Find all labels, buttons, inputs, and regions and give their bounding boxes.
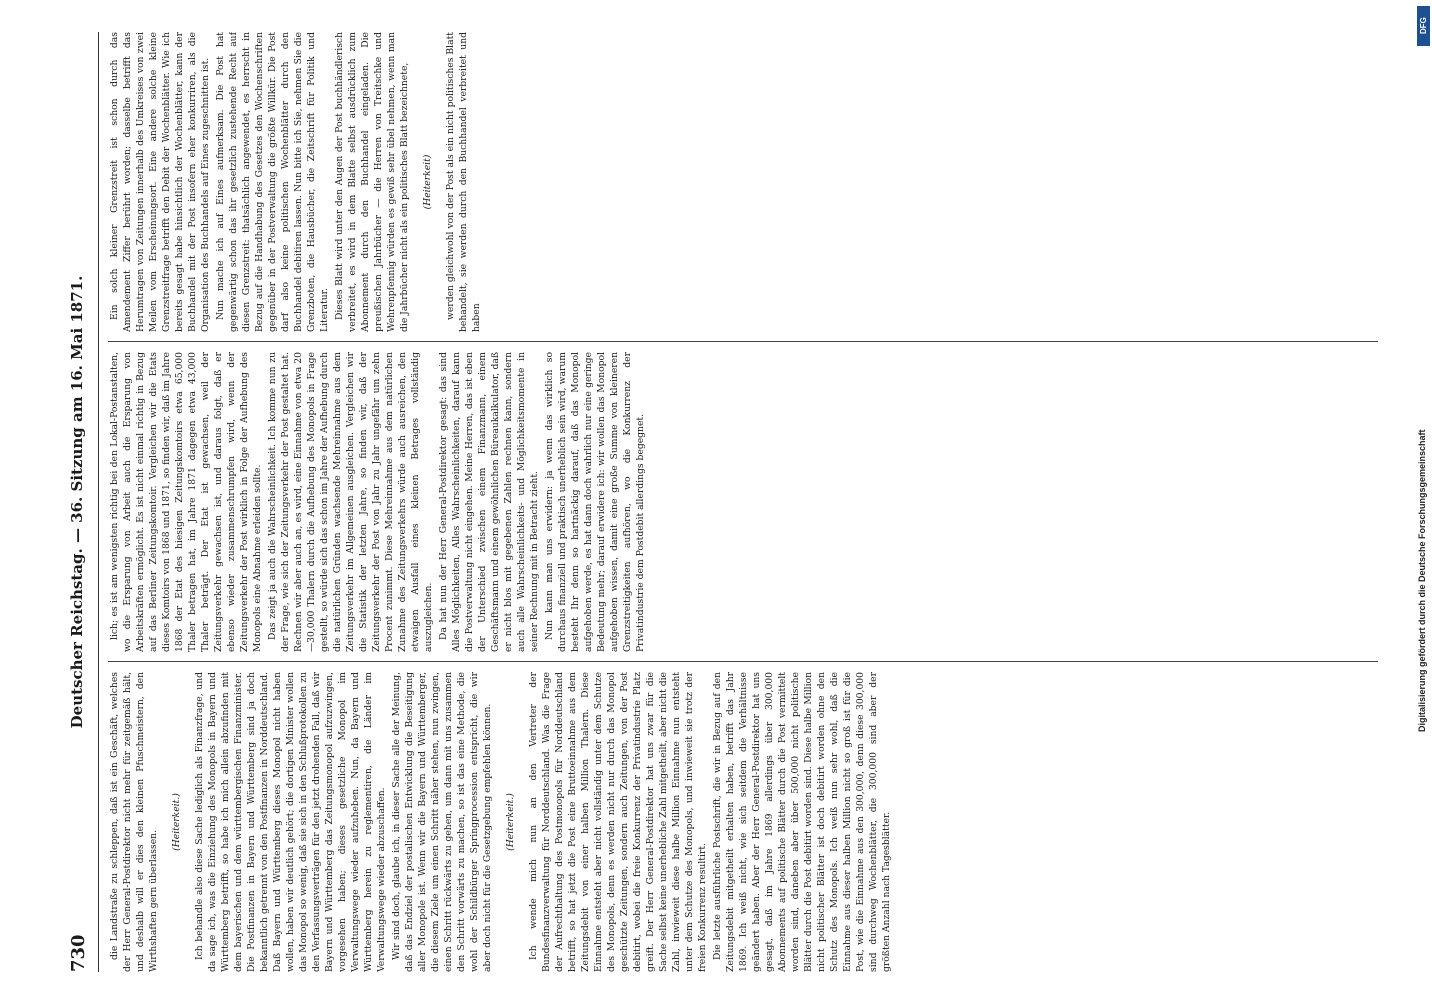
rotated-content bbox=[40, 10, 1420, 990]
funding-credit: Digitalisierung gefördert durch die Deutsche Forschungsgemeinschaft bbox=[1417, 429, 1427, 732]
paragraph: Nun mache ich auf Eines aufmerksam. Die Post hat gegenwärtig schon das ihr gesetzlich zustehende Recht auf diesen Grenzstreit: thatsächlich angewendet, es herrscht in Bezug auf die Handhabung des Gesetzes den Wochenschriften gegenüber in der Postverwaltung die größte Willkür. Die Post darf also keine politischen Wochenblätter durch den Buchhandel debitiren lassen. Nun bitte ich Sie, nehmen Sie die Grenzboten, die Hausbücher, die Zeitschrift für Politik und Literatur. bbox=[215, 32, 330, 332]
digitization-sideband bbox=[1414, 0, 1432, 1000]
page-header bbox=[68, 32, 96, 972]
paragraph: die Landstraße zu schleppen, daß ist ein Geschäft, welches der Herr General-Postdirektor nicht mehr für zeitgemäß hält, und deshalb will er dies den kleinen Pfuschmeistern, den Wirthshaften gern überlassen. bbox=[109, 672, 159, 972]
interjection: (Heiterkeit.) bbox=[171, 793, 182, 851]
paragraph: werden gleichwohl von der Post als ein nicht politisches Blatt behandelt, sie werden durch den Buchhandel verbreitet und haben bbox=[445, 32, 482, 332]
paragraph: Das zeigt ja auch die Wahrscheinlichkeit. Ich komme nun zu der Frage, wie sich der Zeitungsverkehr der Post gestaltet hat. Rechnen wir aber auch an, es wird, eine Einnahme von etwa 20—30,000 Thalern durch die Aufhebung des Monopols in Frage gestellt, so würde sich das schon im Jahre der Aufhebung durch die natürlichen Gründen wachsende Mehreinnahme aus dem Zeitungsverkehr im Allgemeinen ausgleichen. Vergleichen wir die Statistik der letzten Jahre, so finden wir, daß der Zeitungsverkehr der Post von Jahr zu Jahr ungefähr um zehn Procent zunimmt. Diese Mehreinnahme aus dem natürlichen Zunahme des Zeitungsverkehrs würde auch ausreichen, den etwaigen Ausfall eines kleinen Betrages vollständig auszugleichen. bbox=[267, 352, 434, 652]
interjection: (Heiterkeit) bbox=[422, 154, 433, 210]
paragraph: Ich behandle also diese Sache lediglich als Finanzfrage, und da sage ich, was die Einziehung des Monopols in Bayern und Württemberg betrifft, so habe ich mich allein abzufinden mit dem bayerischen und dem württembergischen Finanzminister. Die Postfinanzen in Bayern und Württemberg sind ja doch bekanntlich getrennt von den Postfinanzen in Norddeutschland. Daß Bayern und Württemberg dieses Monopol nicht haben wollen, haben wir deutlich gehört; die dortigen Minister wollen das Monopol so wenig, daß sie sich in den Schlußprotokollen zu den Verfassungsverträgen für den jetzt drohenden Fall, daß wir Bayern und Württemberg das Zeitungsmonopol aufzuzwingen, vorgesehen haben; dieses gesetzliche Monopol im Verwaltungswege wieder aufzuheben. Nun, da Bayern und Württemberg herein zu reglementiren, die Länder im Verwaltungswege wieder abzuschaffen. bbox=[194, 672, 387, 972]
paragraph: Da hat nun der Herr General-Postdirektor gesagt: das sind Alles Möglichkeiten, Alles Wahrscheinlichkeiten, darauf kann die Postverwaltung nicht eingehen. Meine Herren, das ist eben der Unterschied zwischen einem Finanzmann, einem Geschäftsmann und einem gewöhnlichen Büreaukalkulator, daß er nicht blos mit gegebenen Zahlen rechnen kann, sondern auch alle Wahrscheinlichkeits- und Möglichkeitsmomente in seiner Rechnung mit in Betracht zieht. bbox=[438, 352, 540, 652]
column-divider bbox=[108, 341, 1378, 342]
paragraph: lich; es ist am wenigsten richtig bei den Lokal-Postanstalten, wo die Ersparung von Arbeit auch die Ersparung von Arbeitskräften ermöglicht. Es ist nicht einmal richtig in Bezug auf das Berliner Zeitungskomtoir. Vergleichen wir die Etats dieses Komtoirs von 1868 und 1871, so finden wir, daß im Jahre 1868 der Etat des hiesigen Zeitungskomtoirs etwa 65,000 Thaler betragen hat, im Jahre 1871 dagegen etwa 43,000 Thaler beträgt. Der Etat ist gewachsen, weil der Zeitungsverkehr gewachsen ist, und daraus folgt, daß er ebenso wieder zusammenschrumpfen wird, wenn der Zeitungsverkehr der Post wirklich in Folge der Aufhebung des Monopols eine Abnahme erleiden sollte. bbox=[109, 352, 263, 652]
text-column-1 bbox=[108, 672, 1388, 972]
header-rule bbox=[98, 32, 99, 972]
paragraph: Ich wende mich nun an den Vertreter der Bundesfinanzverwaltung für Norddeutschland. Was die Frage der Aufrechthaltung des Postmonopols für Norddeutschland betrifft, so hat jetzt die Post eine Bruttoeinnahme aus dem Zeitungsdebit von einer halben Million Thalern. Diese Einnahme entsteht aber nicht vollständig unter dem Schutze des Monopols, denn es werden nicht nur durch das Monopol geschützte Zeitungen, sondern auch Zeitungen, von der Post debitirt, wobei die freie Konkurrenz der Privatindustrie Platz greift. Der Herr General-Postdirektor hat uns zwar für die Sache selbst keine unerhebliche Zahl mitgetheilt, aber nicht die Zahl, inwieweit diese halbe Million Einnahme nun entsteht unter dem Schutze des Monopols, und inwieweit sie trotz der freien Konkurrenz resultirt. bbox=[528, 672, 708, 972]
text-column-3 bbox=[108, 32, 1388, 332]
dfg-logo: DFG bbox=[1417, 6, 1430, 46]
running-title: Deutscher Reichstag. — 36. Sitzung am 16. Mai 1871. bbox=[68, 275, 86, 729]
column-divider bbox=[108, 661, 1378, 662]
paragraph: Wir sind doch, glaube ich, in dieser Sache alle der Meinung, daß das Endziel der postalischen Entwicklung die Beseitigung aller Monopole ist. Wenn wir die Bayern und Württemberger, die diesem Ziele um einen Schritt näher stehen, nun zwingen, einen Schritt rückwärts zu gehen, um dann mit uns zusammen den Schritt vorwärts zu machen, so ist das eine Methode, die wohl der Schildbürger Springprocession entspricht, die wir aber doch nicht für die Gesetzgebung empfehlen können. bbox=[391, 672, 493, 972]
paragraph: Ein solch kleiner Grenzstreit ist schon durch das Amendement Ziffer berührt worden; dasselbe betrifft das Herumtragen von Zeitungen innerhalb des Umkreises von zwei Meilen vom Erscheinungsort. Eine andere solche kleine Grenzstreitfrage betrifft den Debit der Wochenblätter. Wie ich bereits gesagt habe hinsichtlich der Wochenblätter, kann der Buchhandel mit der Post insofern eher konkurriren, als die Organisation des Buchhandels auf Eines zugeschnitten ist. bbox=[109, 32, 211, 332]
interjection: (Heiterkeit.) bbox=[505, 793, 516, 851]
paragraph: Dieses Blatt wird unter den Augen der Post buchhändlerisch verbreitet, es wird in dem Blatte selbst ausdrücklich zum Abonnement durch den Buchhandel eingeladen. Die preußischen Jahrbücher — die Herren von Treitschke und Wehrenpfennig würden es gewiß sehr übel nehmen, wenn man die Jahrbücher nicht als ein politisches Blatt bezeichnete, bbox=[334, 32, 410, 332]
text-column-2 bbox=[108, 352, 1388, 652]
paragraph: Die letzte ausführliche Postschrift, die wir in Bezug auf den Zeitungsdebit mitgetheilt erhalten haben, betrifft das Jahr 1869. Ich weiß nicht, wie sich seitdem die Verhältnisse geändert haben. Aber der Herr General-Postdirektor hat uns gesagt, daß im Jahre 1869 allerdings über 300,000 Abonnements auf politische Blätter durch die Post vermittelt worden sind, daneben aber über 500,000 nicht politische Blätter durch die Post debitirt worden sind. Diese halbe Million nicht politischer Blätter ist doch debitirt worden ohne den Schutz des Monopols. Ich weiß nun sehr wohl, daß die Einnahme aus dieser halben Million nicht so groß ist für die Post, wie die Einnahme aus den 300,000, denn diese 300,000 sind durchweg Wochenblätter, die 300,000 sind aber der größten Anzahl nach Tagesblätter. bbox=[712, 672, 892, 972]
page-number: 730 bbox=[68, 934, 89, 972]
paragraph: Nun kann man uns erwidern: ja wenn das wirklich so durchaus finanziell und praktisch unerheblich sein wird, warum besteht Ihr denn so hartnäckig darauf, daß das Monopol aufgehoben werde, es hat dann doch wahrlich nur eine geringe Bedeutung mehr; darauf erwidere ich: wir wollen das Monopol aufgehoben wissen, damit eine große Summe von kleineren Grenzstreitigkeiten aufhören, wo die Konkurrenz der Privatindustrie dem Postdebit allerdings begegnet. bbox=[544, 352, 646, 652]
